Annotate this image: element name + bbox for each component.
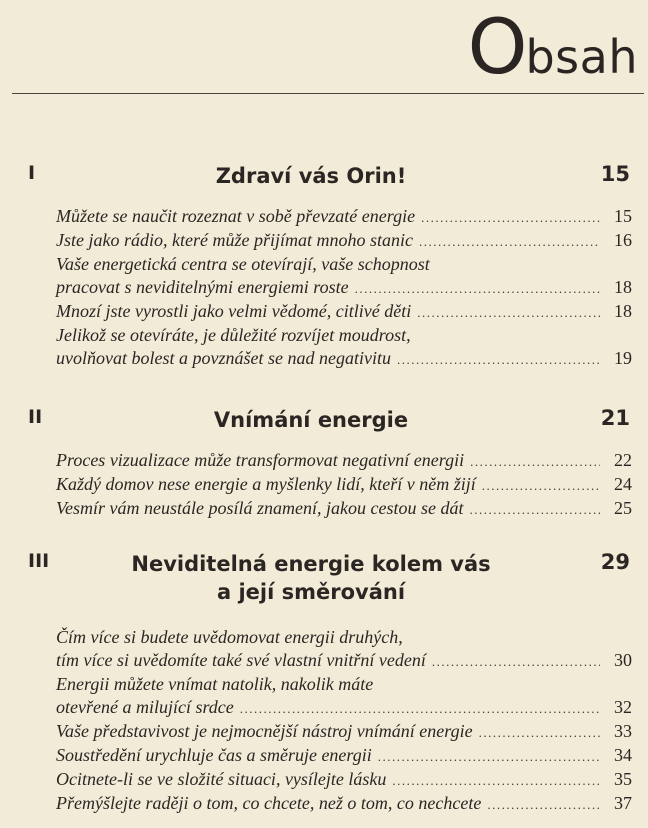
- dot-leader: [469, 498, 600, 521]
- entry-text-line: Přemýšlejte raději o tom, co chcete, než o tom, co nechcete: [56, 793, 482, 813]
- entry-page-number: 30: [614, 650, 632, 670]
- toc-entry[interactable]: [56, 792, 632, 816]
- entry-text-line: Jste jako rádio, které může přijímat mnoho stanic: [56, 230, 413, 250]
- entry-last-line: [56, 449, 632, 473]
- entry-page-number: 24: [614, 474, 632, 494]
- entry-text-line: Jelikož se otevíráte, je důležité rozvíjet moudrost,: [56, 325, 411, 345]
- entry-last-line: [56, 792, 632, 816]
- entry-last-line: [56, 497, 632, 521]
- entry-page-number: 33: [614, 721, 632, 741]
- toc-entry[interactable]: [56, 473, 632, 497]
- entry-last-line: [56, 649, 632, 673]
- entry-page-number: 16: [614, 230, 632, 250]
- chapter-title-line: Vnímání energie: [213, 408, 409, 432]
- entry-last-line: [56, 229, 632, 253]
- entry-text-line: uvolňovat bolest a povznášet se nad negativitu: [56, 348, 391, 368]
- entry-text-line: tím více si uvědomíte také své vlastní vnitřní vedení: [56, 650, 426, 670]
- toc-entry[interactable]: [56, 497, 632, 521]
- chapter-page-number: 15: [600, 162, 630, 186]
- entry-page-number: 19: [614, 348, 632, 368]
- toc-entry[interactable]: [56, 768, 632, 792]
- dot-leader: [482, 474, 600, 497]
- entry-text-line: Čím více si budete uvědomovat energii druhých,: [56, 627, 403, 647]
- toc-entry[interactable]: [56, 744, 632, 768]
- entry-page-number: 18: [614, 277, 632, 297]
- chapter-title[interactable]: [118, 550, 504, 606]
- title-rest: bsah: [525, 30, 638, 84]
- toc-entry[interactable]: [56, 229, 632, 253]
- toc-entry[interactable]: [56, 720, 632, 744]
- toc-entry[interactable]: [56, 300, 632, 324]
- dot-leader: [487, 793, 600, 816]
- entry-last-line: [56, 768, 632, 792]
- toc-entry[interactable]: [56, 205, 632, 229]
- dot-leader: [470, 450, 600, 473]
- entry-text-line: Vaše představivost je nejmocnější nástroj vnímání energie: [56, 721, 473, 741]
- toc-entry[interactable]: [56, 449, 632, 473]
- chapter-page-number: 29: [600, 550, 630, 574]
- entry-page-number: 15: [614, 206, 632, 226]
- dot-leader: [421, 206, 600, 229]
- entry-page-number: 37: [614, 793, 632, 813]
- dot-leader: [419, 230, 600, 253]
- entry-page-number: 18: [614, 301, 632, 321]
- title-initial: O: [467, 2, 526, 91]
- chapter-title-line: Zdraví vás Orin!: [215, 164, 407, 188]
- chapter-page-number: 21: [600, 406, 630, 430]
- chapter-title-line: a její směrování: [216, 580, 406, 604]
- chapter-title-line: Neviditelná energie kolem vás: [131, 552, 491, 576]
- chapter-number: III: [28, 550, 50, 572]
- entry-last-line: [56, 347, 632, 371]
- entry-last-line: [56, 205, 632, 229]
- entry-text-line: Vaše energetická centra se otevírají, vaše schopnost: [56, 254, 430, 274]
- entry-page-number: 25: [614, 498, 632, 518]
- entry-page-number: 35: [614, 769, 632, 789]
- chapter-number: II: [28, 406, 43, 428]
- dot-leader: [479, 721, 600, 744]
- chapter-title[interactable]: [118, 162, 504, 190]
- entry-text-line: otevřené a milující srdce: [56, 697, 234, 717]
- entry-last-line: [56, 696, 632, 720]
- entry-last-line: [56, 473, 632, 497]
- dot-leader: [392, 769, 600, 792]
- chapter-number: I: [28, 162, 36, 184]
- toc-entry[interactable]: [56, 324, 632, 371]
- dot-leader: [240, 697, 600, 720]
- entry-last-line: [56, 744, 632, 768]
- dot-leader: [397, 348, 600, 371]
- entry-text-line: pracovat s neviditelnými energiemi roste: [56, 277, 349, 297]
- entry-text-line: Každý domov nese energie a myšlenky lidí, kteří v něm žijí: [56, 474, 476, 494]
- page-title: [468, 2, 638, 91]
- toc-entry[interactable]: [56, 626, 632, 673]
- entry-text-line: Mnozí jste vyrostli jako velmi vědomé, citlivé děti: [56, 301, 412, 321]
- entry-last-line: [56, 276, 632, 300]
- dot-leader: [355, 277, 600, 300]
- toc-entry[interactable]: [56, 253, 632, 300]
- entry-page-number: 32: [614, 697, 632, 717]
- entry-text-line: Energii můžete vnímat natolik, nakolik máte: [56, 674, 374, 694]
- entry-text-line: Vesmír vám neustále posílá znamení, jakou cestou se dát: [56, 498, 464, 518]
- chapter-title[interactable]: [118, 406, 504, 434]
- dot-leader: [378, 745, 600, 768]
- entry-text-line: Soustředění urychluje čas a směruje energii: [56, 745, 372, 765]
- dot-leader: [417, 301, 600, 324]
- entry-text-line: Můžete se naučit rozeznat v sobě převzaté energie: [56, 206, 416, 226]
- toc-entry[interactable]: [56, 673, 632, 720]
- entry-text-line: Proces vizualizace může transformovat negativní energii: [56, 450, 465, 470]
- entry-last-line: [56, 720, 632, 744]
- entry-text-line: Ocitnete-li se ve složité situaci, vysílejte lásku: [56, 769, 387, 789]
- dot-leader: [432, 650, 600, 673]
- entry-page-number: 34: [614, 745, 632, 765]
- title-divider: [12, 93, 644, 94]
- entry-page-number: 22: [614, 450, 632, 470]
- entry-last-line: [56, 300, 632, 324]
